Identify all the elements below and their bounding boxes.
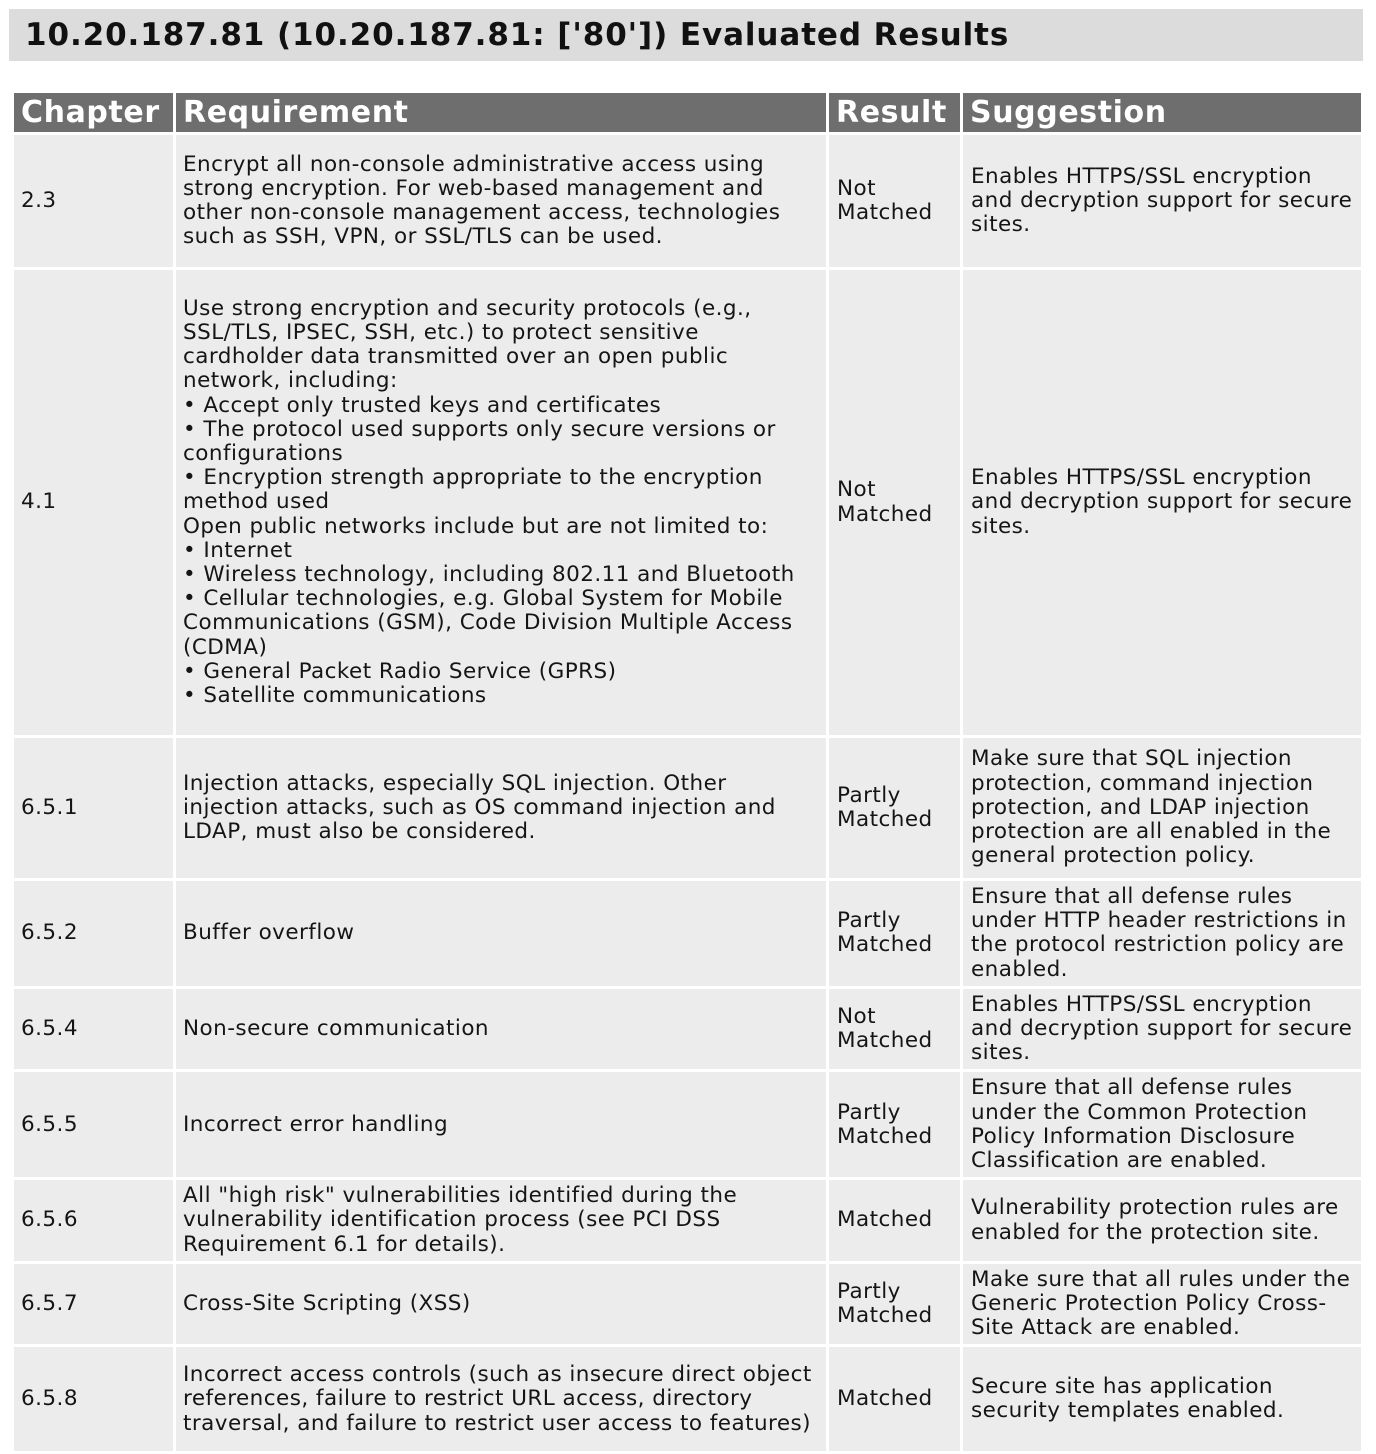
chapter-cell: 6.5.1 — [14, 738, 173, 878]
requirement-cell: Encrypt all non-console administrative access using strong encryption. For web-based management and other non-console management access, technologies such as SSH, VPN, or SSL/TLS can be used. — [176, 135, 826, 267]
column-header-suggestion: Suggestion — [963, 93, 1361, 132]
title-bar — [9, 9, 1363, 61]
requirement-cell: Cross-Site Scripting (XSS) — [176, 1264, 826, 1345]
suggestion-cell: Ensure that all defense rules under HTTP header restrictions in the protocol restriction policy are enabled. — [963, 881, 1361, 986]
result-cell: Matched — [829, 1347, 960, 1451]
result-cell: Not Matched — [829, 989, 960, 1070]
requirement-cell: Incorrect error handling — [176, 1072, 826, 1177]
suggestion-cell: Vulnerability protection rules are enabled for the protection site. — [963, 1180, 1361, 1261]
chapter-cell: 6.5.7 — [14, 1264, 173, 1345]
chapter-cell: 6.5.5 — [14, 1072, 173, 1177]
table-row — [14, 1180, 1361, 1261]
column-header-result: Result — [829, 93, 960, 132]
table-row — [14, 1347, 1361, 1451]
chapter-cell: 6.5.4 — [14, 989, 173, 1070]
requirement-cell: Injection attacks, especially SQL injection. Other injection attacks, such as OS command injection and LDAP, must also be considered. — [176, 738, 826, 878]
suggestion-cell: Make sure that SQL injection protection, command injection protection, and LDAP injection protection are all enabled in the general protection policy. — [963, 738, 1361, 878]
result-cell: Partly Matched — [829, 1264, 960, 1345]
suggestion-cell: Make sure that all rules under the Generic Protection Policy Cross-Site Attack are enabled. — [963, 1264, 1361, 1345]
requirement-cell: Incorrect access controls (such as insecure direct object references, failure to restrict URL access, directory traversal, and failure to restrict user access to features) — [176, 1347, 826, 1451]
table-row — [14, 989, 1361, 1070]
chapter-cell: 6.5.8 — [14, 1347, 173, 1451]
table-header — [14, 93, 1361, 132]
results-table — [11, 90, 1364, 1454]
suggestion-cell: Enables HTTPS/SSL encryption and decryption support for secure sites. — [963, 989, 1361, 1070]
table-row — [14, 1072, 1361, 1177]
page-title: 10.20.187.81 (10.20.187.81: ['80']) Evaluated Results — [25, 17, 1010, 53]
requirement-cell: Non-secure communication — [176, 989, 826, 1070]
table-row — [14, 1264, 1361, 1345]
chapter-cell: 6.5.2 — [14, 881, 173, 986]
result-cell: Partly Matched — [829, 738, 960, 878]
result-cell: Partly Matched — [829, 1072, 960, 1177]
suggestion-cell: Enables HTTPS/SSL encryption and decryption support for secure sites. — [963, 270, 1361, 735]
column-header-chapter: Chapter — [14, 93, 173, 132]
suggestion-cell: Enables HTTPS/SSL encryption and decryption support for secure sites. — [963, 135, 1361, 267]
result-cell: Partly Matched — [829, 881, 960, 986]
column-header-requirement: Requirement — [176, 93, 826, 132]
result-cell: Matched — [829, 1180, 960, 1261]
suggestion-cell: Ensure that all defense rules under the Common Protection Policy Information Disclosure Classification are enabled. — [963, 1072, 1361, 1177]
requirement-cell: All "high risk" vulnerabilities identified during the vulnerability identification process (see PCI DSS Requirement 6.1 for details). — [176, 1180, 826, 1261]
table-row — [14, 881, 1361, 986]
requirement-cell: Use strong encryption and security protocols (e.g., SSL/TLS, IPSEC, SSH, etc.) to protect sensitive cardholder data transmitted over an open public network, including: • Accept only trusted keys and certificates • The protocol used supports only secure versions or configurations • Encryption strength appropriate to the encryption method used Open public networks include but are not limited to: • Internet • Wireless technology, including 802.11 and Bluetooth • Cellular technologies, e.g. Global System for Mobile Communications (GSM), Code Division Multiple Access (CDMA) • General Packet Radio Service (GPRS) • Satellite communications — [176, 270, 826, 735]
suggestion-cell: Secure site has application security templates enabled. — [963, 1347, 1361, 1451]
result-cell: Not Matched — [829, 270, 960, 735]
table-row — [14, 738, 1361, 878]
table-body — [14, 135, 1361, 1451]
table-row — [14, 135, 1361, 267]
chapter-cell: 4.1 — [14, 270, 173, 735]
chapter-cell: 6.5.6 — [14, 1180, 173, 1261]
chapter-cell: 2.3 — [14, 135, 173, 267]
table-row — [14, 270, 1361, 735]
requirement-cell: Buffer overflow — [176, 881, 826, 986]
header-row — [14, 93, 1361, 132]
result-cell: Not Matched — [829, 135, 960, 267]
